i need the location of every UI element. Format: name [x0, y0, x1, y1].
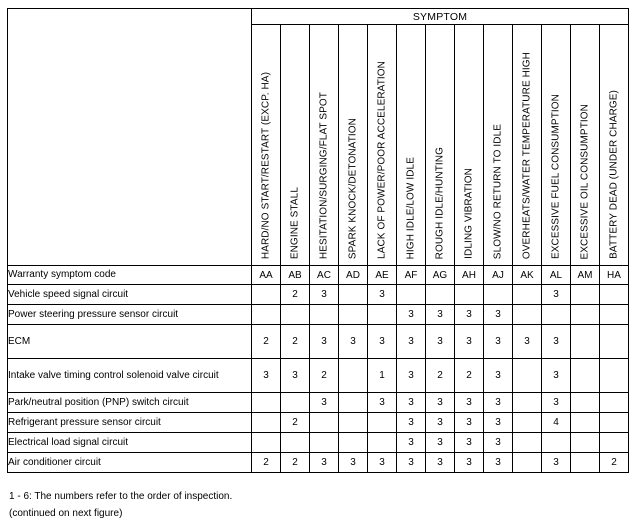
symptom-header: SYMPTOM — [252, 9, 629, 25]
inspection-order-cell — [571, 453, 600, 473]
table-body — [8, 266, 629, 473]
inspection-order-cell: 3 — [368, 393, 397, 413]
symptom-column-header — [571, 25, 600, 266]
inspection-order-cell: 1 — [368, 359, 397, 393]
inspection-order-cell — [310, 305, 339, 325]
inspection-order-cell — [252, 413, 281, 433]
inspection-order-cell: 3 — [513, 325, 542, 359]
table-row — [8, 359, 629, 393]
inspection-order-cell: 3 — [426, 305, 455, 325]
symptom-column-header — [513, 25, 542, 266]
inspection-order-cell — [252, 393, 281, 413]
inspection-order-cell: 3 — [252, 359, 281, 393]
inspection-order-cell: 3 — [542, 359, 571, 393]
inspection-order-cell — [600, 285, 629, 305]
inspection-order-cell: 3 — [484, 305, 513, 325]
symptom-column-header — [426, 25, 455, 266]
symptom-column-header — [281, 25, 310, 266]
symptom-column-header — [397, 25, 426, 266]
inspection-order-cell: 3 — [397, 433, 426, 453]
inspection-order-cell: 2 — [281, 285, 310, 305]
warranty-code-cell: AG — [426, 266, 455, 285]
warranty-code-cell: AC — [310, 266, 339, 285]
symptom-name: EXCESSIVE OIL CONSUMPTION — [579, 103, 591, 259]
inspection-order-cell — [571, 305, 600, 325]
symptom-column-header — [252, 25, 281, 266]
inspection-order-cell: 3 — [484, 359, 513, 393]
table-row — [8, 325, 629, 359]
inspection-order-cell: 3 — [310, 453, 339, 473]
warranty-code-cell: AB — [281, 266, 310, 285]
inspection-order-cell — [310, 433, 339, 453]
inspection-order-cell: 2 — [426, 359, 455, 393]
inspection-order-cell: 2 — [310, 359, 339, 393]
circuit-label: Power steering pressure sensor circuit — [8, 305, 252, 325]
warranty-code-cell: AH — [455, 266, 484, 285]
inspection-order-cell: 2 — [252, 325, 281, 359]
inspection-order-cell — [513, 305, 542, 325]
symptom-column-header — [600, 25, 629, 266]
inspection-order-cell: 3 — [368, 325, 397, 359]
inspection-order-cell: 3 — [397, 305, 426, 325]
warranty-code-row — [8, 266, 629, 285]
table-row — [8, 305, 629, 325]
inspection-order-cell: 3 — [397, 359, 426, 393]
inspection-order-cell: 3 — [281, 359, 310, 393]
inspection-order-cell: 3 — [542, 453, 571, 473]
inspection-order-cell: 3 — [542, 285, 571, 305]
inspection-order-cell: 3 — [484, 453, 513, 473]
inspection-order-cell: 3 — [426, 393, 455, 413]
inspection-order-cell: 2 — [281, 325, 310, 359]
inspection-order-cell: 2 — [252, 453, 281, 473]
warranty-code-cell: AJ — [484, 266, 513, 285]
symptom-name: SLOW/NO RETURN TO IDLE — [492, 123, 504, 259]
inspection-order-cell: 3 — [455, 305, 484, 325]
inspection-order-cell — [281, 393, 310, 413]
inspection-order-cell — [513, 393, 542, 413]
inspection-order-cell: 3 — [368, 285, 397, 305]
inspection-order-cell — [339, 359, 368, 393]
inspection-order-cell: 3 — [455, 433, 484, 453]
inspection-order-cell — [310, 413, 339, 433]
inspection-order-cell — [542, 305, 571, 325]
inspection-order-cell — [368, 305, 397, 325]
inspection-order-cell — [513, 433, 542, 453]
symptom-name: HARD/NO START/RESTART (EXCP. HA) — [260, 71, 272, 259]
warranty-code-cell: AD — [339, 266, 368, 285]
inspection-order-cell — [571, 285, 600, 305]
inspection-order-cell: 3 — [426, 413, 455, 433]
inspection-order-cell: 3 — [455, 413, 484, 433]
inspection-order-cell — [281, 305, 310, 325]
inspection-order-cell — [571, 325, 600, 359]
inspection-order-cell — [339, 305, 368, 325]
symptom-name: ROUGH IDLE/HUNTING — [434, 146, 446, 259]
warranty-code-cell: AE — [368, 266, 397, 285]
inspection-order-cell: 3 — [368, 453, 397, 473]
inspection-order-cell — [542, 433, 571, 453]
inspection-order-cell — [339, 285, 368, 305]
inspection-order-cell: 4 — [542, 413, 571, 433]
inspection-order-cell: 3 — [397, 325, 426, 359]
symptom-column-header — [339, 25, 368, 266]
inspection-order-cell: 3 — [397, 453, 426, 473]
warranty-code-label: Warranty symptom code — [8, 266, 252, 285]
inspection-order-cell — [571, 413, 600, 433]
warranty-code-cell: AF — [397, 266, 426, 285]
symptom-column-header — [455, 25, 484, 266]
inspection-order-cell — [600, 433, 629, 453]
symptom-name: ENGINE STALL — [289, 186, 301, 259]
inspection-order-cell: 3 — [455, 453, 484, 473]
inspection-order-cell — [600, 359, 629, 393]
symptom-column-header — [368, 25, 397, 266]
inspection-order-cell — [397, 285, 426, 305]
inspection-order-cell — [571, 359, 600, 393]
inspection-order-cell: 2 — [281, 453, 310, 473]
inspection-order-cell — [252, 285, 281, 305]
symptom-name: BATTERY DEAD (UNDER CHARGE) — [608, 90, 620, 259]
inspection-order-cell — [571, 433, 600, 453]
symptom-column-header — [310, 25, 339, 266]
inspection-order-cell: 3 — [484, 413, 513, 433]
inspection-order-cell — [513, 285, 542, 305]
symptom-name: OVERHEATS/WATER TEMPERATURE HIGH — [521, 51, 533, 259]
inspection-order-cell: 2 — [455, 359, 484, 393]
symptom-name: SPARK KNOCK/DETONATION — [347, 117, 359, 259]
inspection-order-cell: 3 — [484, 393, 513, 413]
circuit-label: Intake valve timing control solenoid valve circuit — [8, 359, 252, 393]
inspection-order-cell: 3 — [484, 325, 513, 359]
symptom-name: LACK OF POWER/POOR ACCELERATION — [376, 61, 388, 259]
symptom-matrix-table — [7, 8, 629, 473]
inspection-order-cell — [426, 285, 455, 305]
inspection-order-cell: 3 — [310, 285, 339, 305]
table-row — [8, 393, 629, 413]
inspection-order-cell — [339, 433, 368, 453]
warranty-code-cell: AK — [513, 266, 542, 285]
inspection-order-cell — [368, 433, 397, 453]
table-row — [8, 413, 629, 433]
inspection-order-cell: 3 — [397, 413, 426, 433]
inspection-order-cell: 2 — [281, 413, 310, 433]
warranty-code-cell: AA — [252, 266, 281, 285]
inspection-order-cell — [600, 305, 629, 325]
inspection-order-cell — [368, 413, 397, 433]
inspection-order-cell: 3 — [426, 325, 455, 359]
inspection-order-cell: 3 — [339, 453, 368, 473]
inspection-order-cell — [513, 453, 542, 473]
inspection-order-cell — [600, 393, 629, 413]
inspection-order-cell: 3 — [542, 325, 571, 359]
symptom-column-header — [542, 25, 571, 266]
inspection-order-cell: 3 — [310, 325, 339, 359]
table-row — [8, 453, 629, 473]
inspection-order-cell — [600, 413, 629, 433]
inspection-order-cell — [252, 433, 281, 453]
warranty-code-cell: HA — [600, 266, 629, 285]
symptom-name: HESITATION/SURGING/FLAT SPOT — [318, 91, 330, 259]
symptom-name: HIGH IDLE/LOW IDLE — [405, 156, 417, 259]
circuit-label: Vehicle speed signal circuit — [8, 285, 252, 305]
inspection-order-cell — [455, 285, 484, 305]
inspection-order-cell: 3 — [310, 393, 339, 413]
inspection-order-cell — [281, 433, 310, 453]
inspection-order-cell — [339, 393, 368, 413]
circuit-label: Electrical load signal circuit — [8, 433, 252, 453]
inspection-order-cell — [513, 413, 542, 433]
inspection-order-cell: 3 — [426, 453, 455, 473]
symptom-name: IDLING VIBRATION — [463, 168, 475, 259]
inspection-order-cell: 3 — [397, 393, 426, 413]
inspection-order-cell — [600, 325, 629, 359]
circuit-label: Refrigerant pressure sensor circuit — [8, 413, 252, 433]
warranty-code-cell: AL — [542, 266, 571, 285]
inspection-order-cell: 3 — [339, 325, 368, 359]
inspection-order-cell: 3 — [455, 325, 484, 359]
footnote-continued: (continued on next figure) — [9, 508, 123, 519]
inspection-order-cell: 3 — [426, 433, 455, 453]
inspection-order-cell: 3 — [455, 393, 484, 413]
circuit-label: Air conditioner circuit — [8, 453, 252, 473]
corner-cell — [8, 9, 252, 266]
inspection-order-cell: 3 — [542, 393, 571, 413]
inspection-order-cell — [571, 393, 600, 413]
table-row — [8, 285, 629, 305]
table-row — [8, 433, 629, 453]
warranty-code-cell: AM — [571, 266, 600, 285]
inspection-order-cell: 3 — [484, 433, 513, 453]
inspection-order-cell: 2 — [600, 453, 629, 473]
inspection-order-cell — [513, 359, 542, 393]
inspection-order-cell — [484, 285, 513, 305]
footnote-inspection-order: 1 - 6: The numbers refer to the order of inspection. — [9, 491, 233, 502]
inspection-order-cell — [252, 305, 281, 325]
circuit-label: Park/neutral position (PNP) switch circuit — [8, 393, 252, 413]
inspection-order-cell — [339, 413, 368, 433]
symptom-column-header — [484, 25, 513, 266]
symptom-name: EXCESSIVE FUEL CONSUMPTION — [550, 93, 562, 259]
circuit-label: ECM — [8, 325, 252, 359]
